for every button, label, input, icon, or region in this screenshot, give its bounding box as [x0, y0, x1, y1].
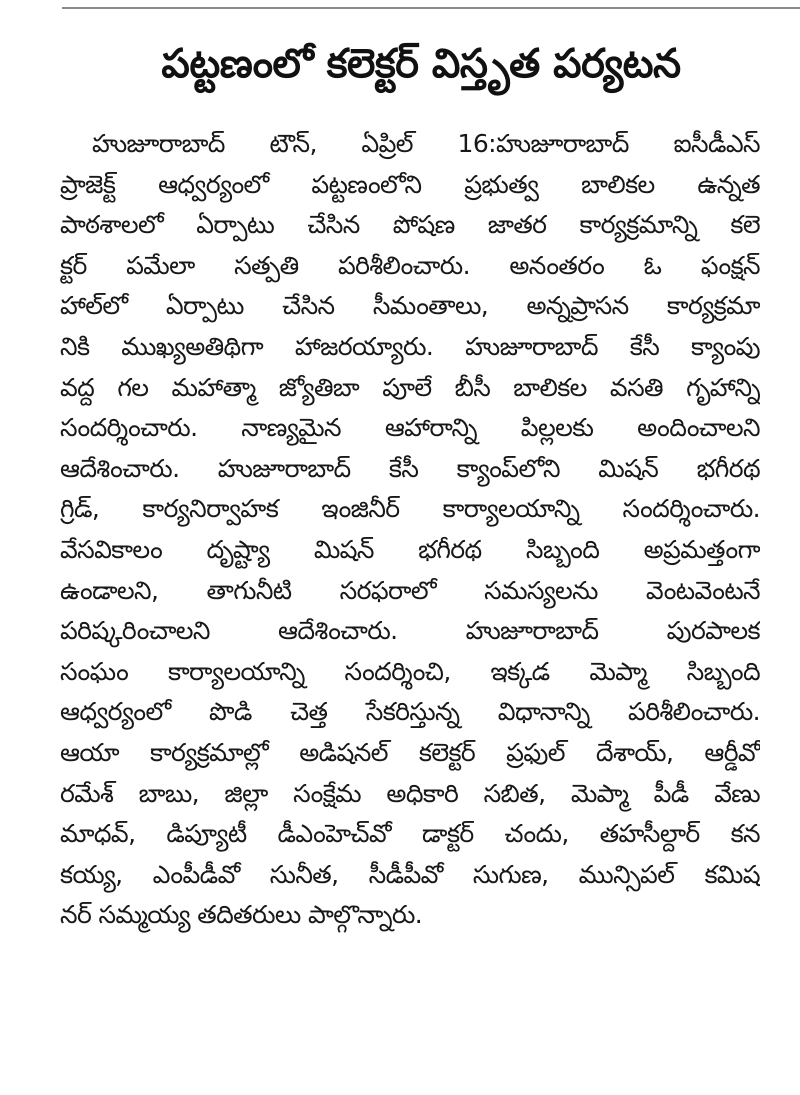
article-line: నికి ముఖ్యఅతిథిగా హాజరయ్యారు. హుజూరాబాద్ కేసీ క్యాంపు [60, 331, 760, 361]
article-line: హుజూరాబాద్ టౌన్, ఏప్రిల్ 16:హుజూరాబాద్ ఐసీడీఎస్ [92, 129, 760, 158]
article-line: గ్రిడ్, కార్యనిర్వాహక ఇంజినీర్ కార్యాలయాన్ని సందర్శించారు. [60, 494, 760, 524]
article-line: ఆయా కార్యక్రమాల్లో అడిషనల్ కలెక్టర్ ప్రఫుల్ దేశాయ్, ఆర్డీవో [60, 737, 760, 767]
article-line: పరిష్కరించాలని ఆదేశించారు. హుజూరాబాద్ పురపాలక [60, 616, 760, 646]
article-line: వద్ద గల మహాత్మా జ్యోతిబా పూలే బీసీ బాలికల వసతి గృహాన్ని [60, 372, 760, 402]
article-line: మాధవ్, డిప్యూటీ డీఎంహెచ్‌వో డాక్టర్ చందు, తహసీల్దార్ కన [60, 819, 760, 849]
article-line: పాఠశాలలో ఏర్పాటు చేసిన పోషణ జాతర కార్యక్రమాన్ని కలె [60, 210, 760, 240]
article-line: ఆదేశించారు. హుజూరాబాద్ కేసీ క్యాంప్‌లోని మిషన్ భగీరథ [60, 453, 760, 483]
article-line: ప్రాజెక్ట్ ఆధ్వర్యంలో పట్టణంలోని ప్రభుత్వ బాలికల ఉన్నత [60, 169, 760, 199]
article-line: ఉండాలని, తాగునీటి సరఫరాలో సమస్యలను వెంటవెంటనే [60, 575, 760, 605]
article-line: నర్ సమ్మయ్య తదితరులు పాల్గొన్నారు. [60, 900, 423, 930]
article-line: రమేశ్ బాబు, జిల్లా సంక్షేమ అధికారి సబిత, మెప్మా పీడీ వేణు [60, 778, 760, 808]
article-line: సందర్శించారు. నాణ్యమైన ఆహారాన్ని పిల్లలకు అందించాలని [60, 413, 760, 443]
top-divider-line [62, 7, 800, 9]
article-body [60, 124, 760, 936]
article-line: వేసవికాలం దృష్ట్యా మిషన్ భగీరథ సిబ్బంది అప్రమత్తంగా [60, 534, 760, 564]
article-line: ఆధ్వర్యంలో పొడి చెత్త సేకరిస్తున్న విధానాన్ని పరిశీలించారు. [60, 697, 760, 727]
article-line: కయ్య, ఎంపీడీవో సునీత, సీడీపీవో సుగుణ, మున్సిపల్ కమిష [60, 859, 760, 889]
article-line: సంఘం కార్యాలయాన్ని సందర్శించి, ఇక్కడ మెప్మా సిబ్బంది [60, 656, 760, 686]
article-headline: పట్టణంలో కలెక్టర్ విస్తృత పర్యటన [161, 41, 681, 87]
article-line: క్టర్ పమేలా సత్పతి పరిశీలించారు. అనంతరం ఓ ఫంక్షన్ [60, 250, 760, 280]
article-line: హాల్‌లో ఏర్పాటు చేసిన సీమంతాలు, అన్నప్రాసన కార్యక్రమా [60, 291, 760, 321]
